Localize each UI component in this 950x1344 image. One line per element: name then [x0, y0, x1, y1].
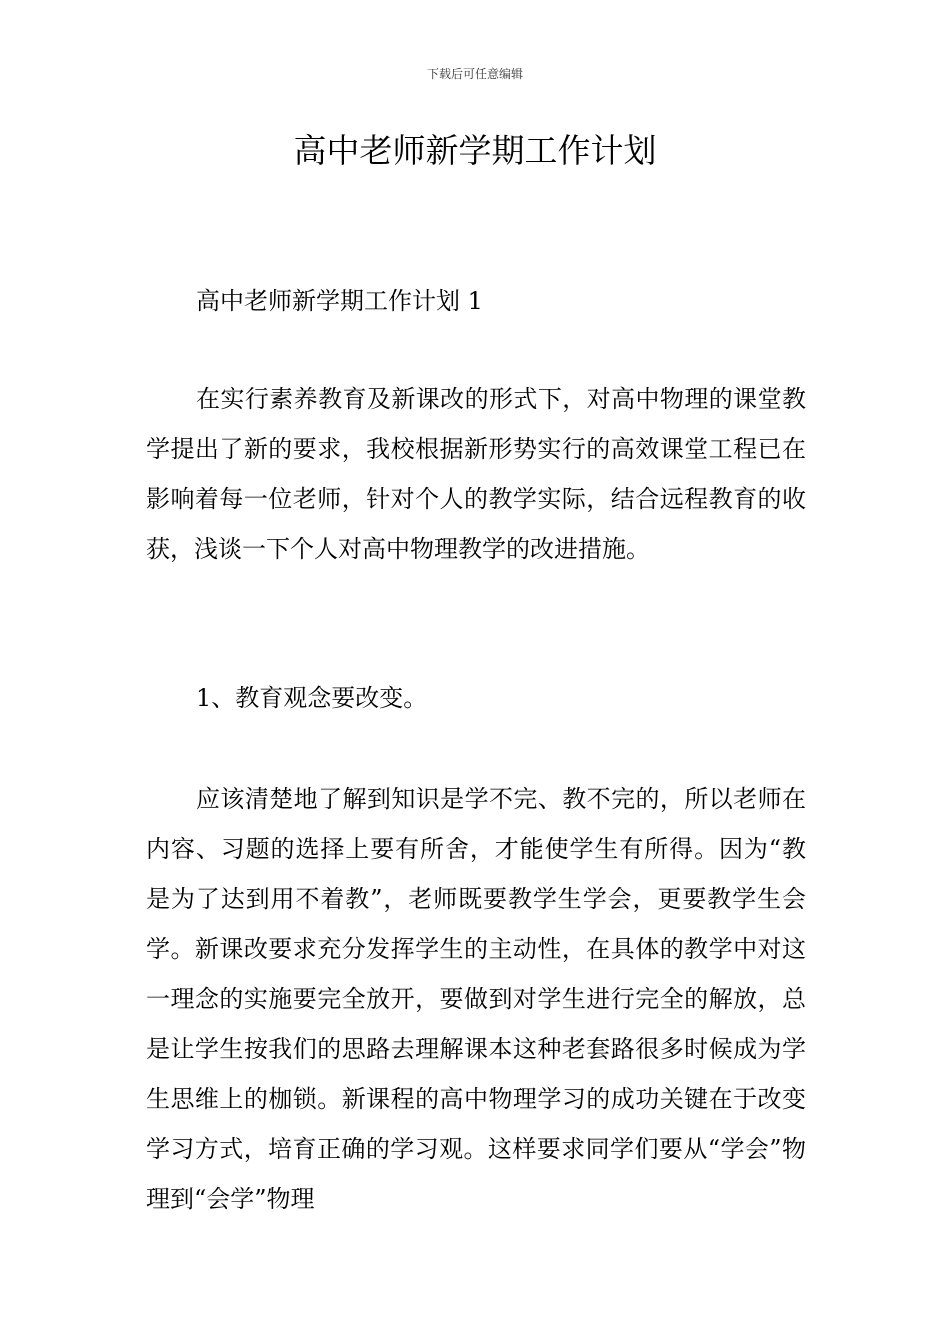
section-heading: 高中老师新学期工作计划 1: [196, 287, 483, 315]
header-note: 下载后可任意编辑: [426, 67, 523, 81]
point-1-paragraph: 应该清楚地了解到知识是学不完、教不完的，所以老师在内容、习题的选择上要有所舍，才能使学生有所得。因为“教是为了达到用不着教”，老师既要教学生学会，更要教学生会学。新课改要求充分发挥学生的主动性，在具体的教学中对这一理念的实施要完全放开，要做到对学生进行完全的解放，总是让学生按我们的思路去理解课本这种老套路很多时候成为学生思维上的枷锁。新课程的高中物理学习的成功关键在于改变学习方式，培育正确的学习观。这样要求同学们要从“学会”物理到“会学”物理: [146, 785, 806, 1213]
intro-paragraph: 在实行素养教育及新课改的形式下，对高中物理的课堂教学提出了新的要求，我校根据新形势实行的高效课堂工程已在影响着每一位老师，针对个人的教学实际，结合远程教育的收获，浅谈一下个人对高中物理教学的改进措施。: [146, 385, 806, 563]
document-title: 高中老师新学期工作计划: [293, 131, 657, 170]
point-1-heading: 1、教育观念要改变。: [196, 684, 428, 712]
